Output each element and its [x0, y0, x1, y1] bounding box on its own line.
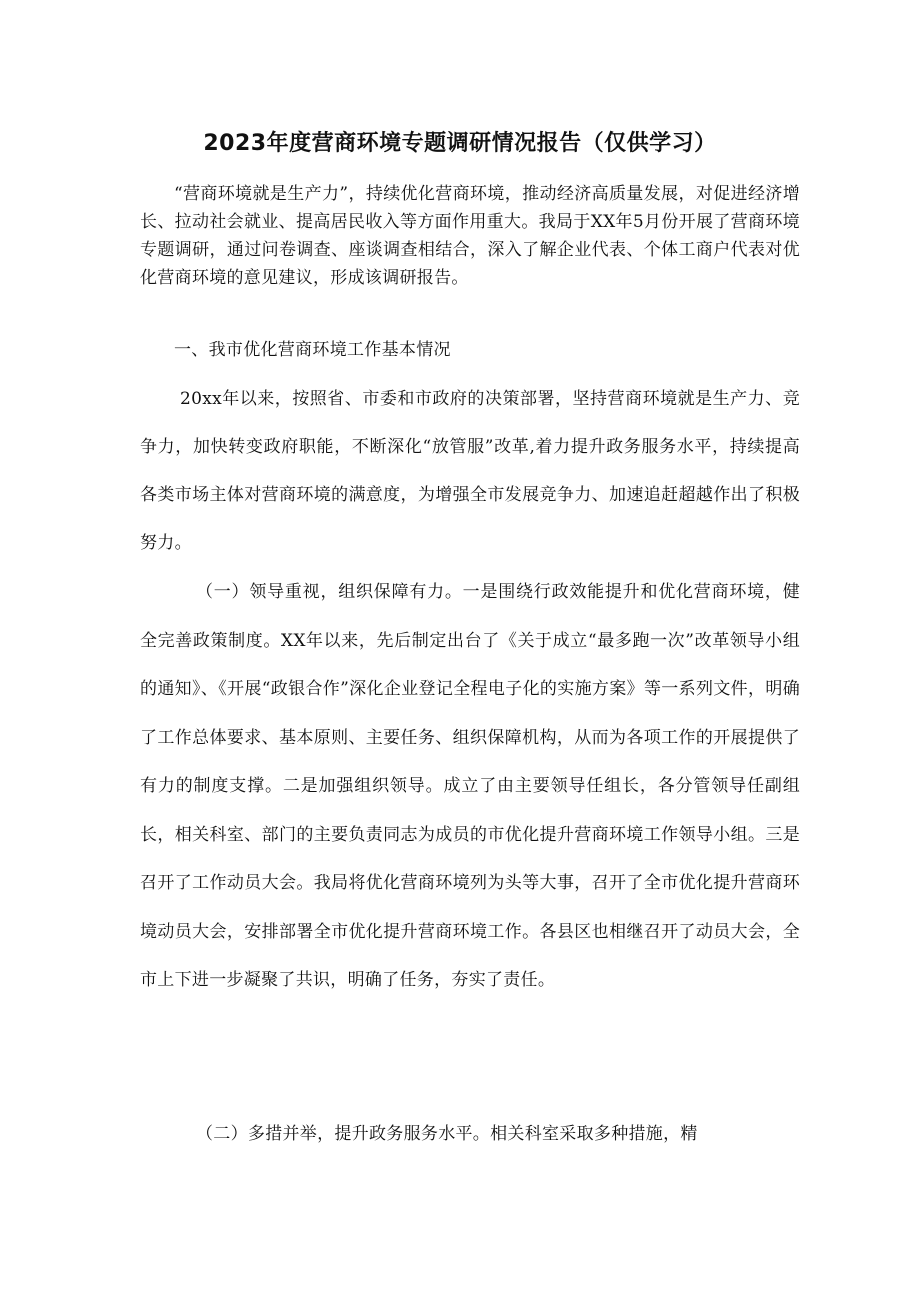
document-title: 2023年度营商环境专题调研情况报告（仅供学习） — [203, 131, 717, 156]
subsection-1-paragraph: （一）领导重视，组织保障有力。一是围绕行政效能提升和优化营商环境，健全完善政策制度。XX年以来，先后制定出台了《关于成立“最多跑一次”改革领导小组的通知》、《开展“政银合作”深化企业登记全程电子化的实施方案》等一系列文件，明确了工作总体要求、基本原则、主要任务、组织保障机构，从而为各项工作的开展提供了有力的制度支撑。二是加强组织领导。成立了由主要领导任组长，各分管领导任副组长，相关科室、部门的主要负责同志为成员的市优化提升营商环境工作领导小组。三是召开了工作动员大会。我局将优化营商环境列为头等大事，召开了全市优化提升营商环境动员大会，安排部署全市优化提升营商环境工作。各县区也相继召开了动员大会，全市上下进一步凝聚了共识，明确了任务，夯实了责任。 — [140, 582, 800, 990]
subsection-2-paragraph: （二）多措并举，提升政务服务水平。相关科室采取多种措施，精 — [196, 1124, 698, 1144]
section-heading-1: 一、我市优化营商环境工作基本情况 — [174, 340, 451, 360]
intro-paragraph: “营商环境就是生产力”，持续优化营商环境，推动经济高质量发展，对促进经济增长、拉动社会就业、提高居民收入等方面作用重大。我局于XX年5月份开展了营商环境专题调研，通过问卷调查、座谈调查相结合，深入了解企业代表、个体工商户代表对优化营商环境的意见建议，形成该调研报告。 — [140, 184, 800, 288]
basic-situation-paragraph: 20xx年以来，按照省、市委和市政府的决策部署，坚持营商环境就是生产力、竞争力，加快转变政府职能，不断深化“放管服”改革,着力提升政务服务水平，持续提高各类市场主体对营商环境的满意度，为增强全市发展竞争力、加速追赶超越作出了积极努力。 — [140, 389, 800, 553]
